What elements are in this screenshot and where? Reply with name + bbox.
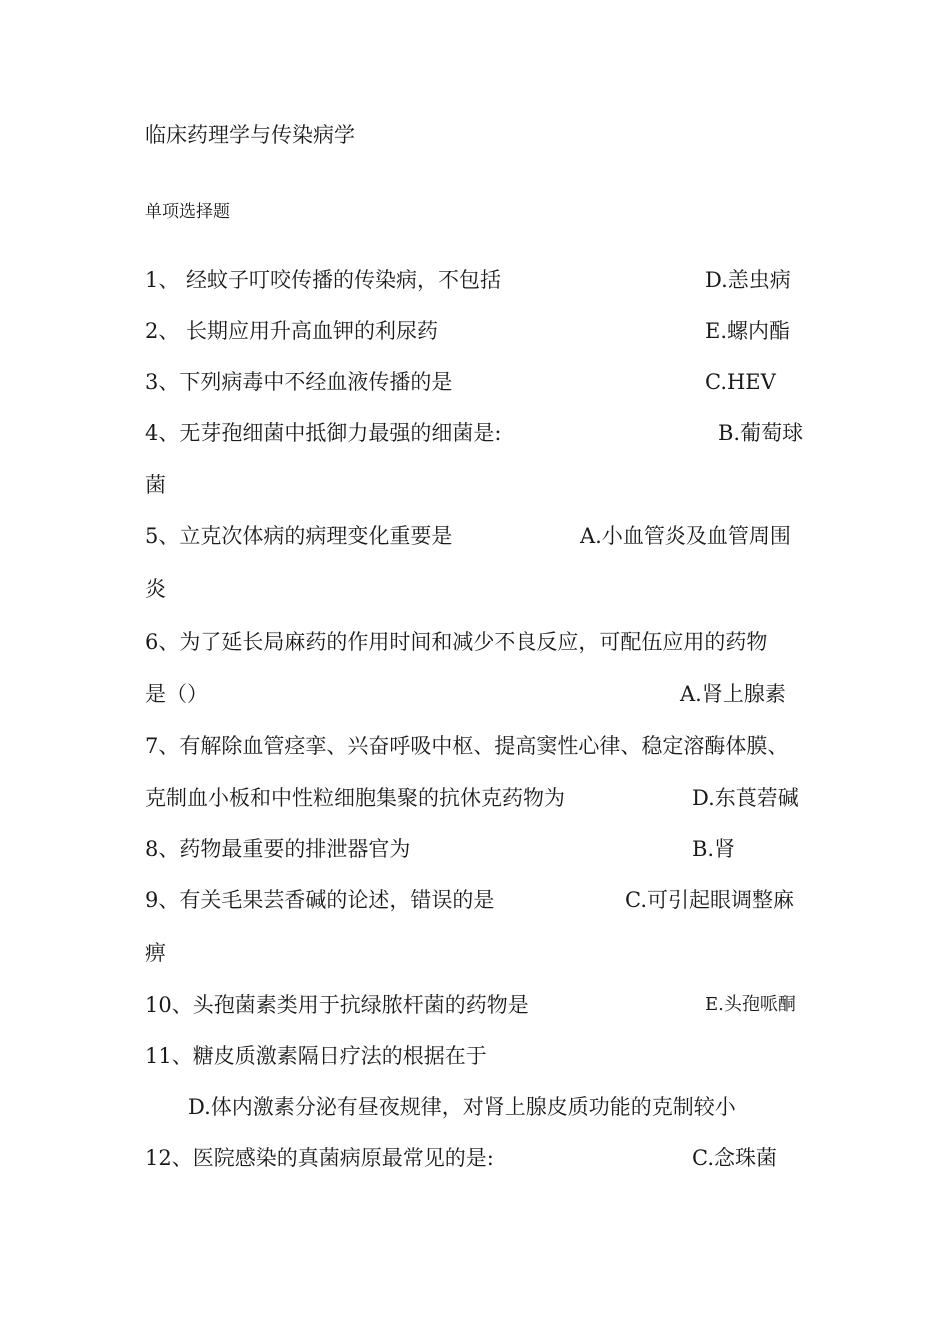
question-10: 10、头孢菌素类用于抗绿脓杆菌的药物是 [145, 993, 529, 1017]
question-12: 12、医院感染的真菌病原最常见的是: [145, 1146, 494, 1170]
answer-4: B.葡萄球 [718, 421, 804, 445]
answer-9-continued: 痹 [145, 941, 166, 965]
question-1: 1、 经蚊子叮咬传播的传染病，不包括 [145, 268, 502, 292]
answer-10: E.头孢哌酮 [705, 994, 796, 1015]
answer-2: E.螺内酯 [705, 319, 791, 343]
answer-5-continued: 炎 [145, 577, 166, 601]
question-11: 11、糖皮质激素隔日疗法的根据在于 [145, 1044, 487, 1068]
question-6: 6、为了延长局麻药的作用时间和减少不良反应，可配伍应用的药物 [145, 630, 768, 654]
question-4: 4、无芽孢细菌中抵御力最强的细菌是: [145, 421, 502, 445]
question-5: 5、立克次体病的病理变化重要是 [145, 524, 453, 548]
page-title: 临床药理学与传染病学 [145, 123, 355, 147]
answer-11: D.体内激素分泌有昼夜规律，对肾上腺皮质功能的克制较小 [188, 1095, 736, 1119]
question-7-continued: 克制血小板和中性粒细胞集聚的抗休克药物为 [145, 786, 565, 810]
answer-7: D.东莨菪碱 [692, 786, 799, 810]
question-3: 3、下列病毒中不经血液传播的是 [145, 370, 453, 394]
question-2: 2、 长期应用升高血钾的利尿药 [145, 319, 439, 343]
question-7: 7、有解除血管痉挛、兴奋呼吸中枢、提高窦性心律、稳定溶酶体膜、 [145, 734, 789, 758]
answer-1: D.恙虫病 [705, 268, 791, 292]
question-9: 9、有关毛果芸香碱的论述，错误的是 [145, 888, 495, 912]
answer-3: C.HEV [705, 370, 776, 394]
answer-5: A.小血管炎及血管周围 [580, 524, 791, 548]
section-heading: 单项选择题 [145, 202, 230, 222]
answer-4-continued: 菌 [145, 473, 166, 497]
answer-6: A.肾上腺素 [680, 682, 786, 706]
answer-9: C.可引起眼调整麻 [625, 888, 794, 912]
question-8: 8、药物最重要的排泄器官为 [145, 837, 411, 861]
answer-8: B.肾 [692, 837, 736, 861]
question-6-continued: 是（） [145, 682, 208, 706]
answer-12: C.念珠菌 [692, 1146, 777, 1170]
